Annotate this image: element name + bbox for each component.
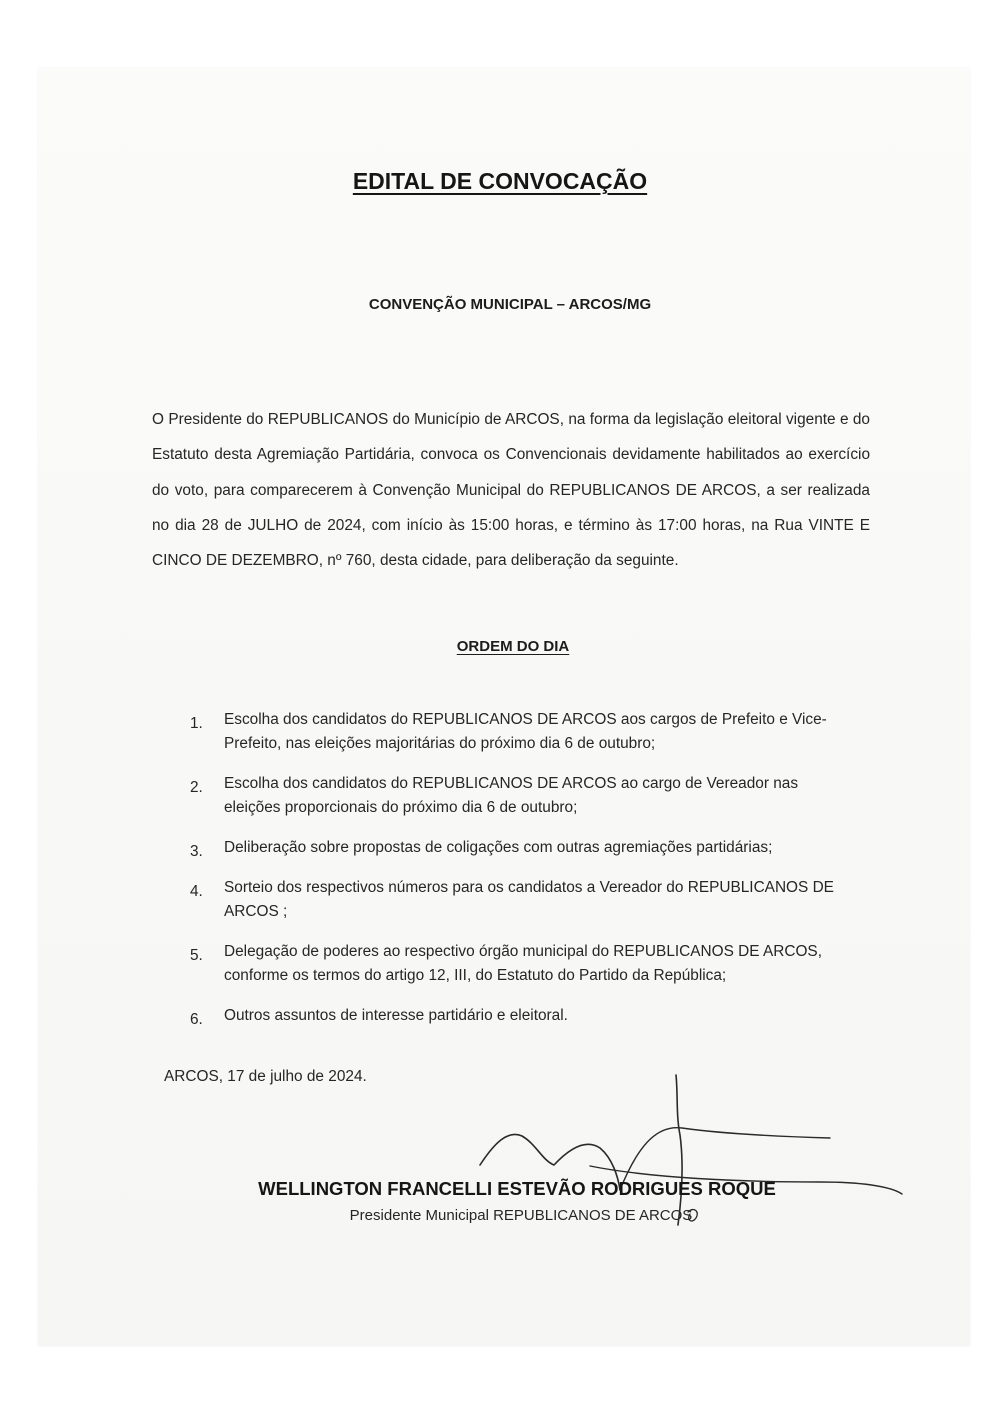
convocation-paragraph: O Presidente do REPUBLICANOS do Município de ARCOS, na forma da legislação eleitoral vigente e do Estatuto desta Agremiação Partidária, convoca os Convencionais devidamente habilitados ao exercício do voto, para comparecerem à Convenção Municipal do REPUBLICANOS DE ARCOS, a ser realizada no dia 28 de JULHO de 2024, com início às 15:00 horas, e término às 17:00 horas, na Rua VINTE E CINCO DE DEZEMBRO, nº 760, desta cidade, para deliberação da seguinte. (152, 411, 870, 570)
agenda-item (190, 836, 850, 860)
agenda-item-text: Deliberação sobre propostas de coligações com outras agremiações partidárias; (224, 839, 773, 856)
document-subtitle: CONVENÇÃO MUNICIPAL – ARCOS/MG (368, 296, 652, 313)
date-line: ARCOS, 17 de julho de 2024. (164, 1068, 367, 1085)
agenda-item-number: 2. (190, 779, 203, 796)
document-title: EDITAL DE CONVOCAÇÃO (352, 168, 648, 194)
handwritten-signature (470, 1070, 920, 1230)
signer-name: WELLINGTON FRANCELLI ESTEVÃO RODRIGUES ROQUE (258, 1178, 776, 1199)
agenda-item (190, 708, 850, 756)
agenda-item-number: 5. (190, 947, 203, 964)
agenda-list (190, 708, 850, 1044)
agenda-item-number: 3. (190, 843, 203, 860)
agenda-item-text: Outros assuntos de interesse partidário e eleitoral. (224, 1007, 568, 1024)
agenda-item-text: Delegação de poderes ao respectivo órgão municipal do REPUBLICANOS DE ARCOS, conforme os termos do artigo 12, III, do Estatuto do Partido da República; (224, 943, 822, 984)
agenda-item-number: 1. (190, 715, 203, 732)
agenda-item-text: Escolha dos candidatos do REPUBLICANOS DE ARCOS ao cargo de Vereador nas eleições proporcionais do próximo dia 6 de outubro; (224, 775, 799, 816)
agenda-item-text: Sorteio dos respectivos números para os candidatos a Vereador do REPUBLICANOS DE ARCOS ; (224, 879, 834, 920)
agenda-item (190, 876, 850, 924)
agenda-item-number: 4. (190, 883, 203, 900)
agenda-item-text: Escolha dos candidatos do REPUBLICANOS DE ARCOS aos cargos de Prefeito e Vice-Prefeito, nas eleições majoritárias do próximo dia 6 de outubro; (224, 711, 827, 752)
signer-role: Presidente Municipal REPUBLICANOS DE ARCOS (349, 1207, 693, 1224)
agenda-heading: ORDEM DO DIA (456, 638, 570, 655)
agenda-item (190, 940, 850, 988)
agenda-item (190, 1004, 850, 1028)
agenda-item (190, 772, 850, 820)
agenda-item-number: 6. (190, 1011, 203, 1028)
